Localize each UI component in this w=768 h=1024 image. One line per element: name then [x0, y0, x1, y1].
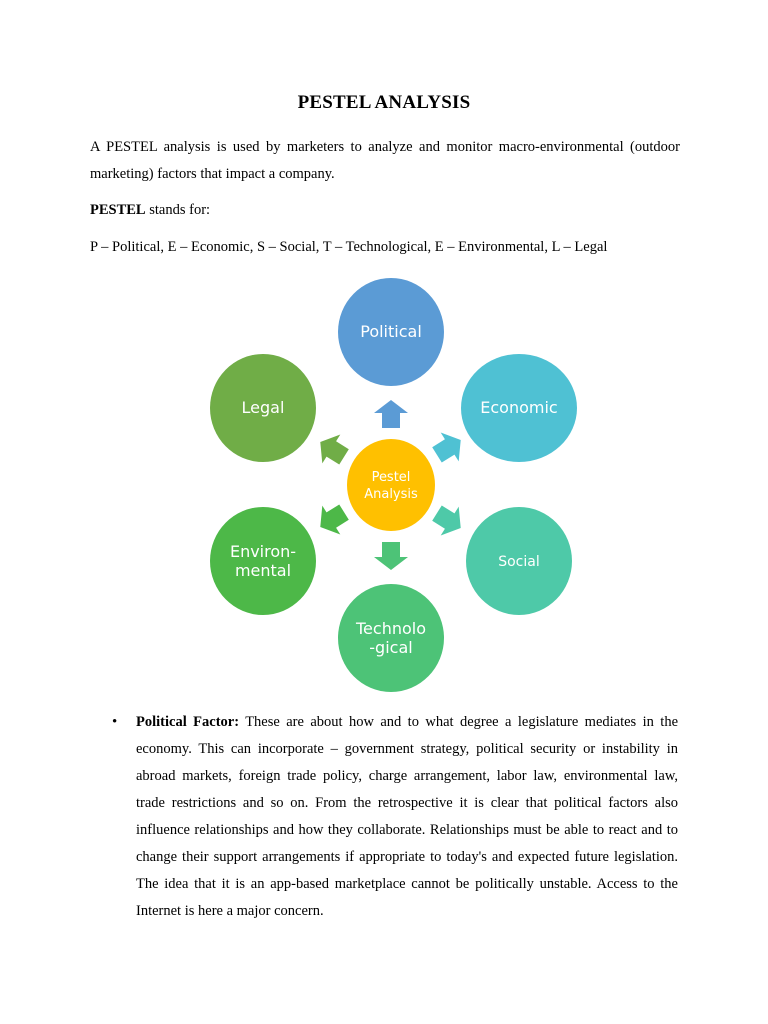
node-legal: [210, 354, 316, 462]
arrow-upper-left: [311, 428, 353, 472]
node-environmental: [210, 507, 316, 615]
arrow-lower-left-shape: [311, 498, 353, 542]
node-environmental-label-line1: Environ-: [229, 542, 297, 561]
arrow-upper-left-shape: [311, 428, 353, 472]
node-social-label: Social: [498, 554, 540, 570]
center-label-line2: Analysis: [364, 487, 418, 502]
node-social: [466, 507, 572, 615]
arrow-up-shape: [374, 400, 408, 428]
node-technological-label-line1: Technolo: [356, 619, 426, 638]
node-environmental-label-line2: mental: [234, 561, 292, 580]
acronym-expansion: P – Political, E – Economic, S – Social, T – Technological, E – Environmental, L – Legal: [90, 239, 608, 255]
arrow-up: [374, 400, 408, 428]
stands-for-line: [90, 197, 680, 224]
center-circle: [347, 439, 435, 531]
pestel-diagram: [0, 270, 768, 700]
bullet-text: [136, 709, 678, 925]
node-political: [338, 278, 444, 386]
page-title: PESTEL ANALYSIS: [297, 92, 471, 113]
intro-paragraph: A PESTEL analysis is used by marketers to analyze and monitor macro-environmental (outdoor marketing) factors that impact a company.: [90, 139, 680, 182]
arrow-upper-right: [428, 426, 470, 470]
stands-for-text: stands for:: [145, 202, 211, 218]
center-label-line1: Pestel: [371, 470, 411, 485]
node-economic-label: Economic: [480, 398, 558, 417]
pestel-bold: PESTEL: [90, 202, 146, 218]
arrow-lower-left: [311, 498, 353, 542]
bullet-heading: Political Factor:: [136, 714, 240, 730]
node-economic: [461, 354, 577, 462]
bullet-body: These are about how and to what degree a legislature mediates in the economy. This can incorporate – government strategy, political security or instability in abroad markets, foreign trade policy, charge arrangement, labor law, environmental law, trade restrictions and so on. From the retrospective it is clear that political factors also influence relationships and how they collaborate. Relationships must be able to react and to change their support arrangements if appropriate to today's and expected future legislation. The idea that it is an app-based marketplace cannot be politically unstable. Access to the Internet is here a major concern.: [136, 714, 679, 919]
node-political-label: Political: [360, 322, 422, 341]
arrow-upper-right-shape: [428, 426, 470, 470]
bullet-symbol: •: [112, 714, 118, 730]
arrow-lower-right: [428, 499, 470, 543]
arrow-down-shape: [374, 542, 408, 570]
node-legal-label: Legal: [241, 398, 285, 417]
arrow-lower-right-shape: [428, 499, 470, 543]
arrow-down: [374, 542, 408, 570]
node-technological-label-line2: -gical: [369, 638, 413, 657]
node-technological: [338, 584, 444, 692]
